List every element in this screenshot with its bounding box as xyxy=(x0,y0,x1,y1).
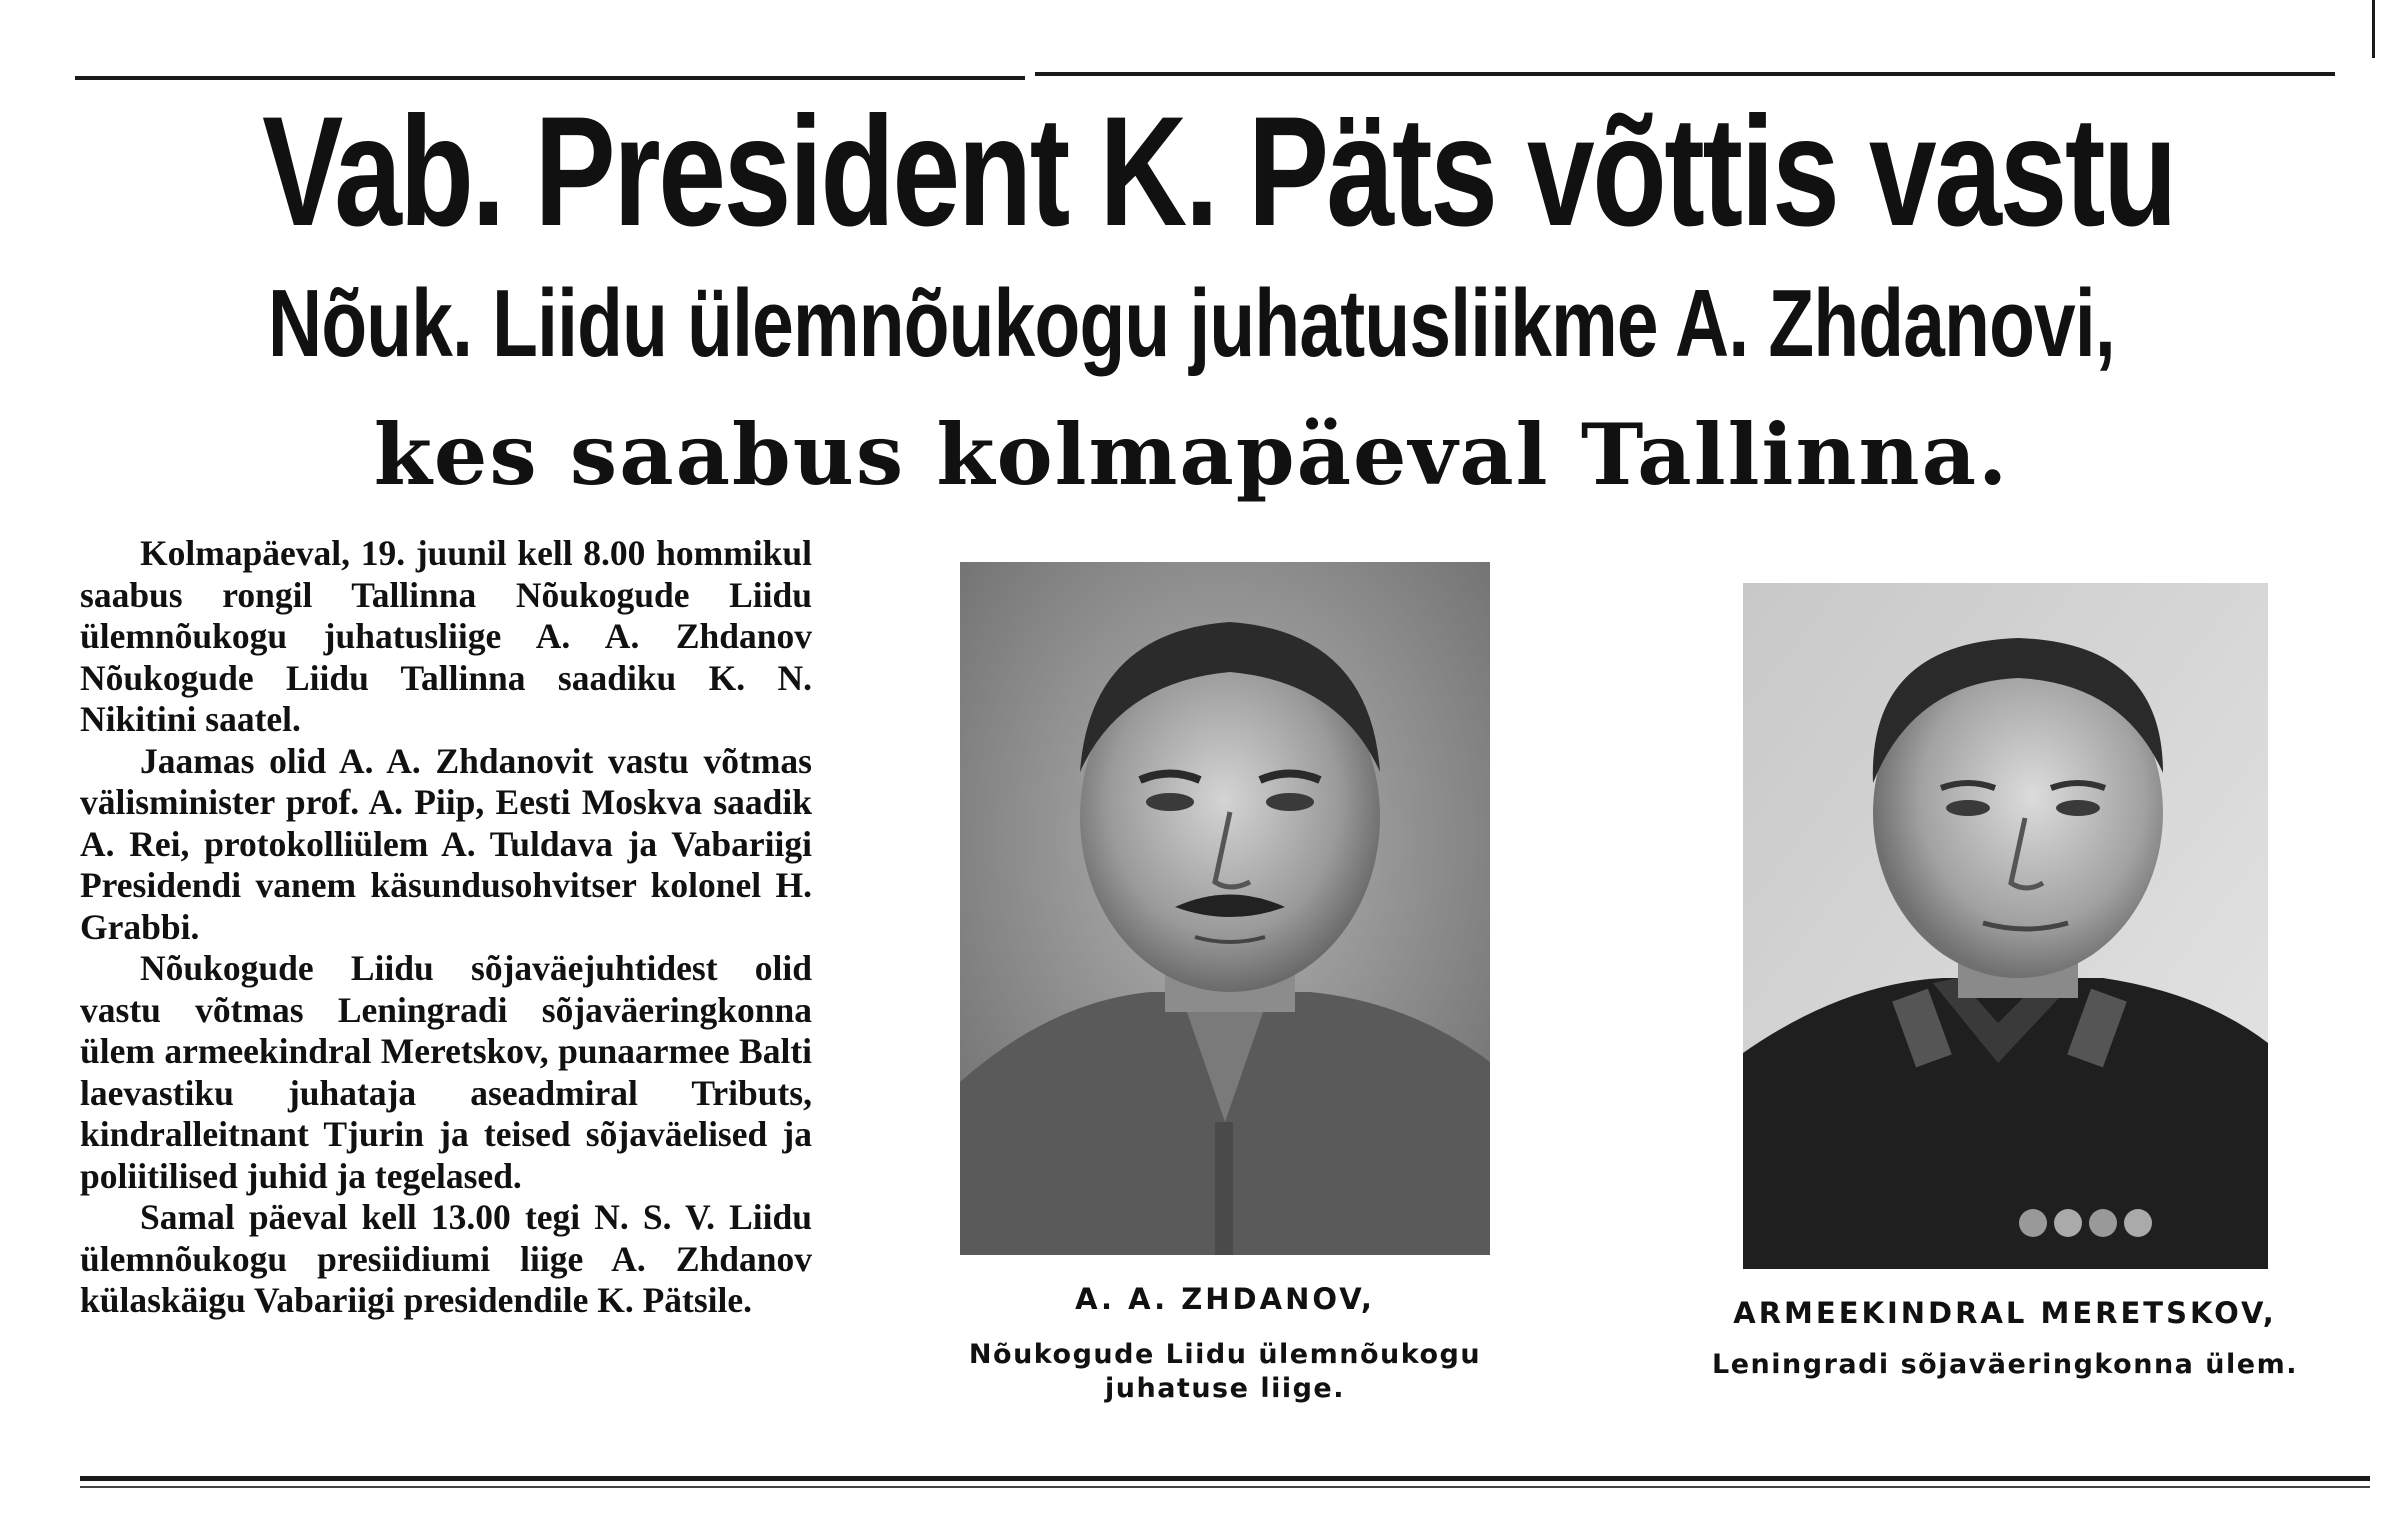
article-paragraph-3: Nõukogude Liidu sõjaväejuhtidest olid vastu võtmas Leningradi sõjaväeringkonna ülem armeekindral Meretskov, punaarmee Balti laevastiku juhataja aseadmiral Tributs, kindralleitnant Tjurin ja teised sõjaväelised ja poliitilised juhid ja tegelased. xyxy=(80,948,812,1196)
column-rule-vertical xyxy=(2372,0,2375,58)
caption-role-zhdanov xyxy=(905,1338,1545,1406)
article-paragraph-4: Samal päeval kell 13.00 tegi N. S. V. Liidu ülemnõukogu presiidiumi liige A. Zhdanov külaskäigu Vabariigi presidendile K. Pätsile. xyxy=(80,1197,812,1320)
headline-subtitle: Nõuk. Liidu ülemnõukogu juhatusliikme A. Zhdanovi, xyxy=(268,270,2115,377)
article-paragraph-1: Kolmapäeval, 19. juunil kell 8.00 hommikul saabus rongil Tallinna Nõukogude Liidu ülemnõukogu juhatusliige A. A. Zhdanov Nõukogude Liidu Tallinna saadiku K. N. Nikitini saatel. xyxy=(80,533,812,739)
portrait-image-meretskov xyxy=(1743,583,2268,1269)
portrait-image-zhdanov xyxy=(960,562,1490,1255)
caption-role-zhdanov-line2: juhatuse liige. xyxy=(1105,1373,1345,1404)
caption-role-zhdanov-line1: Nõukogude Liidu ülemnõukogu xyxy=(968,1339,1482,1370)
bottom-rule-thin xyxy=(80,1486,2370,1488)
article-paragraph-2: Jaamas olid A. A. Zhdanovit vastu võtmas välisminister prof. A. Piip, Eesti Moskva saadik A. Rei, protokolliülem A. Tuldava ja Vabariigi Presidendi vanem käsundusohvitser kolonel H. Grabbi. xyxy=(80,740,812,947)
caption-name-zhdanov: A. A. ZHDANOV, xyxy=(1075,1282,1375,1316)
portrait-photo-meretskov xyxy=(1743,583,2268,1269)
top-rule-right xyxy=(1035,72,2335,76)
portrait-photo-zhdanov xyxy=(960,562,1490,1255)
caption-name-meretskov: ARMEEKINDRAL MERETSKOV, xyxy=(1733,1296,2277,1330)
article-body xyxy=(80,533,812,1322)
headline-kicker: kes saabus kolmapäeval Tallinna. xyxy=(373,405,2010,504)
headline-main: Vab. President K. Päts võttis vastu xyxy=(262,85,2176,259)
top-rule-left xyxy=(75,76,1025,80)
bottom-rule xyxy=(80,1476,2370,1481)
caption-role-meretskov: Leningradi sõjaväeringkonna ülem. xyxy=(1712,1349,2298,1380)
